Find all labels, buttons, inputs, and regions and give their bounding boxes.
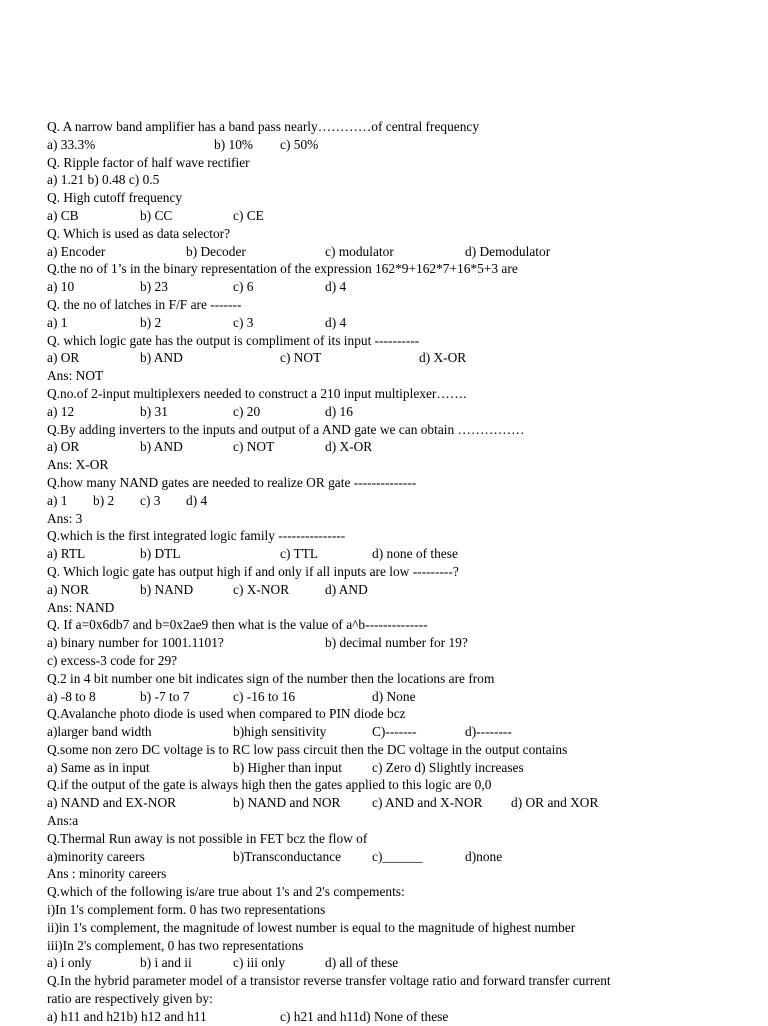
options-row: [47, 492, 747, 510]
option-text: b) -7 to 7: [140, 688, 190, 704]
option-text: a)larger band width: [47, 724, 152, 740]
text-line: Q.2 in 4 bit number one bit indicates sign of the number then the locations are from: [47, 670, 495, 686]
option-text: a) 1: [47, 314, 68, 330]
options-row: [47, 278, 747, 296]
option-text: b)high sensitivity: [233, 724, 327, 740]
option-text: a) 1: [47, 492, 68, 508]
option-text: d)--------: [465, 724, 512, 740]
text-line: Q.some non zero DC voltage is to RC low pass circuit then the DC voltage in the output contains: [47, 741, 568, 757]
option-text: c) h21 and h11d) None of these: [280, 1008, 449, 1024]
option-text: c)______: [372, 848, 423, 864]
option-text: b)Transconductance: [233, 848, 342, 864]
text-line: a) 1.21 b) 0.48 c) 0.5: [47, 172, 160, 188]
option-text: d)none: [465, 848, 503, 864]
option-text: d) none of these: [372, 546, 458, 562]
text-line: Q.Thermal Run away is not possible in FET bcz the flow of: [47, 830, 368, 846]
option-text: a) NAND and EX-NOR: [47, 795, 177, 811]
option-text: a) OR: [47, 350, 80, 366]
option-text: d) 4: [186, 492, 208, 508]
text-line: Q.which of the following is/are true about 1's and 2's compements:: [47, 884, 405, 900]
options-row: [47, 723, 747, 741]
option-text: d) X-OR: [325, 439, 373, 455]
option-text: d) OR and XOR: [511, 795, 599, 811]
option-text: b) 2: [93, 492, 115, 508]
option-text: b) 2: [140, 314, 162, 330]
options-row: [47, 136, 747, 154]
text-line: Ans:a: [47, 813, 79, 829]
option-text: a) 33.3%: [47, 136, 96, 152]
option-text: b) AND: [140, 439, 183, 455]
text-line: Q. Which is used as data selector?: [47, 225, 231, 241]
options-row: [47, 759, 747, 777]
text-line: Ans: 3: [47, 510, 83, 526]
option-text: c) CE: [233, 207, 264, 223]
option-text: b) NAND: [140, 581, 194, 597]
option-text: d) 16: [325, 403, 353, 419]
text-line: Q. If a=0x6db7 and b=0x2ae9 then what is the value of a^b--------------: [47, 617, 428, 633]
text-line: ratio are respectively given by:: [47, 991, 213, 1007]
document-page: [47, 118, 747, 1026]
option-text: d) None: [372, 688, 416, 704]
option-text: d) 4: [325, 314, 347, 330]
option-text: a) RTL: [47, 546, 86, 562]
options-row: [47, 634, 747, 652]
option-text: a) Encoder: [47, 243, 106, 259]
text-line: Q.the no of 1’s in the binary representation of the expression 162*9+162*7+16*5+3 are: [47, 261, 518, 277]
option-text: a) -8 to 8: [47, 688, 96, 704]
option-text: c) modulator: [325, 243, 394, 259]
option-text: c) 3: [140, 492, 161, 508]
option-text: a) 12: [47, 403, 75, 419]
text-line: c) excess-3 code for 29?: [47, 652, 178, 668]
text-line: Q.if the output of the gate is always high then the gates applied to this logic are 0,0: [47, 777, 492, 793]
options-row: [47, 581, 747, 599]
option-text: a) NOR: [47, 581, 90, 597]
options-row: [47, 314, 747, 332]
text-line: ii)in 1's complement, the magnitude of lowest number is equal to the magnitude of highest number: [47, 919, 576, 935]
option-text: b) i and ii: [140, 955, 192, 971]
options-row: [47, 349, 747, 367]
option-text: b) AND: [140, 350, 183, 366]
text-line: Ans: NAND: [47, 599, 115, 615]
option-text: b) 10%: [214, 136, 254, 152]
option-text: b) CC: [140, 207, 173, 223]
options-row: [47, 207, 747, 225]
option-text: b) DTL: [140, 546, 181, 562]
text-line: Q. Which logic gate has output high if and only if all inputs are low ---------?: [47, 563, 459, 579]
text-line: Q. which logic gate has the output is compliment of its input ----------: [47, 332, 420, 348]
option-text: d) AND: [325, 581, 368, 597]
option-text: d) Demodulator: [465, 243, 551, 259]
option-text: a) OR: [47, 439, 80, 455]
options-row: [47, 688, 747, 706]
option-text: c) 20: [233, 403, 261, 419]
option-text: d) 4: [325, 279, 347, 295]
text-line: Ans : minority careers: [47, 866, 167, 882]
option-text: c) AND and X-NOR: [372, 795, 483, 811]
options-row: [47, 438, 747, 456]
option-text: b) 23: [140, 279, 168, 295]
option-text: c) TTL: [280, 546, 319, 562]
option-text: a) Same as in input: [47, 759, 150, 775]
option-text: c) Zero d) Slightly increases: [372, 759, 524, 775]
options-row: [47, 403, 747, 421]
text-line: Q. the no of latches in F/F are -------: [47, 296, 242, 312]
option-text: a) h11 and h21b) h12 and h11: [47, 1008, 207, 1024]
text-line: Q.In the hybrid parameter model of a transistor reverse transfer voltage ratio and forward transfer current: [47, 973, 611, 989]
text-line: Q. High cutoff frequency: [47, 190, 183, 206]
options-row: [47, 848, 747, 866]
text-line: Ans: NOT: [47, 368, 104, 384]
option-text: c) 50%: [280, 136, 319, 152]
text-line: Q.how many NAND gates are needed to realize OR gate --------------: [47, 474, 417, 490]
option-text: c) iii only: [233, 955, 286, 971]
option-text: d) X-OR: [419, 350, 467, 366]
option-text: a) CB: [47, 207, 79, 223]
option-text: a)minority careers: [47, 848, 145, 864]
text-line: Q. Ripple factor of half wave rectifier: [47, 154, 250, 170]
options-row: [47, 1008, 747, 1026]
text-line: i)In 1's complement form. 0 has two representations: [47, 902, 326, 918]
option-text: b) decimal number for 19?: [325, 635, 468, 651]
option-text: b) Decoder: [186, 243, 246, 259]
text-line: Q.Avalanche photo diode is used when compared to PIN diode bcz: [47, 706, 406, 722]
option-text: c) 3: [233, 314, 254, 330]
option-text: c) X-NOR: [233, 581, 290, 597]
text-line: Q.which is the first integrated logic family ---------------: [47, 528, 346, 544]
options-row: [47, 545, 747, 563]
option-text: c) 6: [233, 279, 254, 295]
text-line: Ans: X-OR: [47, 457, 109, 473]
option-text: b) NAND and NOR: [233, 795, 341, 811]
option-text: a) i only: [47, 955, 92, 971]
option-text: c) NOT: [280, 350, 322, 366]
options-row: [47, 243, 747, 261]
option-text: a) 10: [47, 279, 75, 295]
option-text: c) NOT: [233, 439, 275, 455]
option-text: b) Higher than input: [233, 759, 342, 775]
options-row: [47, 954, 747, 972]
text-line: iii)In 2's complement, 0 has two representations: [47, 937, 304, 953]
text-line: Q.By adding inverters to the inputs and output of a AND gate we can obtain ……………: [47, 421, 525, 437]
text-line: Q. A narrow band amplifier has a band pass nearly…………of central frequency: [47, 119, 480, 134]
options-row: [47, 794, 747, 812]
text-line: Q.no.of 2-input multiplexers needed to construct a 210 input multiplexer…….: [47, 385, 467, 401]
option-text: b) 31: [140, 403, 168, 419]
option-text: a) binary number for 1001.1101?: [47, 635, 224, 651]
option-text: c) -16 to 16: [233, 688, 296, 704]
option-text: d) all of these: [325, 955, 399, 971]
option-text: C)-------: [372, 724, 417, 740]
